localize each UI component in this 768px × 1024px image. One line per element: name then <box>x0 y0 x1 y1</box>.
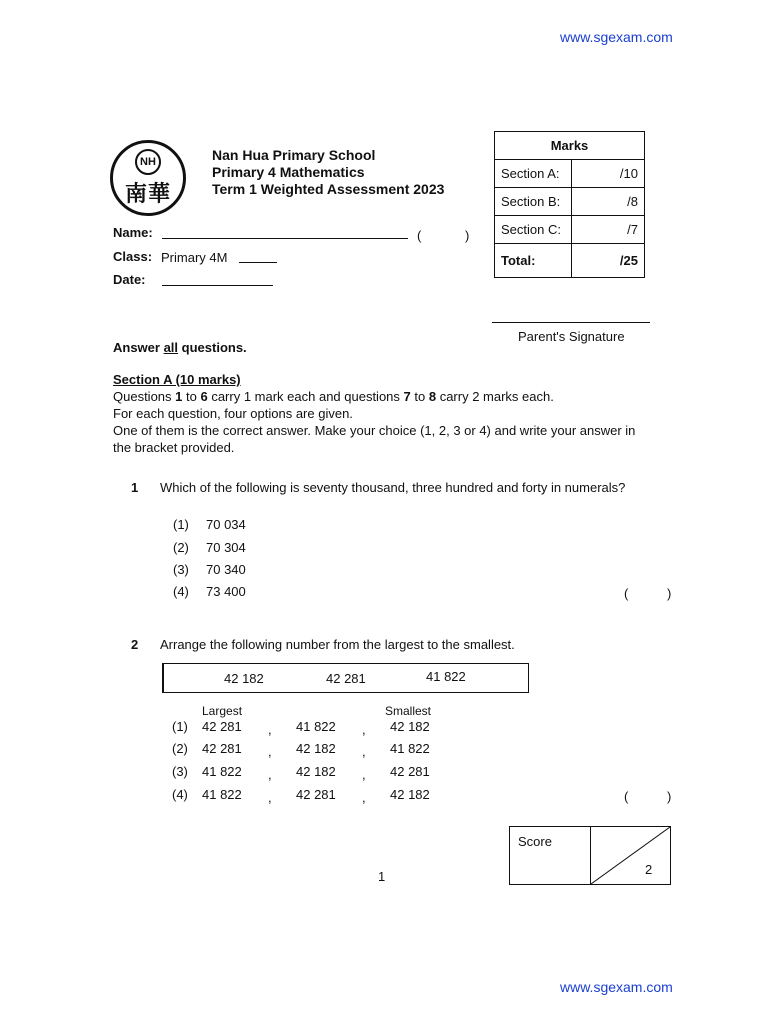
marks-section-c-value: /7 <box>572 216 645 244</box>
school-name: Nan Hua Primary School <box>212 147 376 163</box>
instruction-line-3: One of them is the correct answer. Make your choice (1, 2, 3 or 4) and write your answer in <box>113 423 636 438</box>
answer-prefix: Answer <box>113 340 164 355</box>
q2-option-4-a: 41 822 <box>202 787 242 802</box>
marks-table <box>494 131 645 278</box>
q1-option-3-value: 70 340 <box>206 562 246 577</box>
q2-option-1-b: 41 822 <box>296 719 336 734</box>
marks-section-b-label: Section B: <box>495 188 572 216</box>
q1-number: 1 <box>131 480 139 495</box>
instr-bold: 1 <box>175 389 183 404</box>
class-value: Primary 4M <box>161 250 228 265</box>
marks-total-value: /25 <box>572 244 645 278</box>
q1-option-4-number: (4) <box>173 584 189 599</box>
signature-label: Parent's Signature <box>518 329 625 344</box>
register-number-close: ) <box>465 228 470 243</box>
q2-number-box <box>162 663 529 693</box>
q2-comma: , <box>362 722 366 737</box>
answer-suffix: questions. <box>178 340 247 355</box>
signature-line[interactable] <box>492 322 650 323</box>
q2-option-4-c: 42 182 <box>390 787 430 802</box>
section-a-title: Section A (10 marks) <box>113 372 241 387</box>
q2-option-3-number: (3) <box>172 764 188 779</box>
score-diagonal-icon <box>591 827 670 884</box>
marks-total-label: Total: <box>495 244 572 278</box>
q2-text: Arrange the following number from the largest to the smallest. <box>160 637 515 652</box>
logo-chinese-text: 南華 <box>124 181 171 207</box>
q2-comma: , <box>268 767 272 782</box>
page-number: 1 <box>378 869 386 884</box>
q2-option-1-c: 42 182 <box>390 719 430 734</box>
register-number-open: ( <box>417 228 422 243</box>
q2-number: 2 <box>131 637 139 652</box>
school-logo <box>110 140 186 216</box>
marks-row <box>495 216 645 244</box>
q1-answer-bracket-close: ) <box>667 586 672 601</box>
instr-text: carry 1 mark each and questions <box>207 389 404 404</box>
logo-initials: NH <box>135 149 161 175</box>
q1-option-3-number: (3) <box>173 562 189 577</box>
marks-section-a-label: Section A: <box>495 160 572 188</box>
class-label: Class: <box>113 249 153 264</box>
q2-comma: , <box>268 790 272 805</box>
bottom-website-link[interactable]: www.sgexam.com <box>560 979 673 995</box>
instr-bold: 6 <box>200 389 208 404</box>
q2-option-2-a: 42 281 <box>202 741 242 756</box>
marks-total-row <box>495 244 645 278</box>
q2-option-3-a: 41 822 <box>202 764 242 779</box>
instr-bold: 8 <box>428 389 437 404</box>
q2-comma: , <box>362 767 366 782</box>
instruction-line-2: For each question, four options are given. <box>113 406 353 421</box>
instr-text: carry 2 marks each. <box>436 389 554 404</box>
q2-comma: , <box>362 790 366 805</box>
top-website-link[interactable]: www.sgexam.com <box>560 29 673 45</box>
assessment-title: Term 1 Weighted Assessment 2023 <box>212 181 445 197</box>
q2-box-number-2: 42 281 <box>326 671 366 686</box>
q2-option-2-number: (2) <box>172 741 188 756</box>
q1-option-4-value: 73 400 <box>206 584 246 599</box>
q2-box-number-1: 42 182 <box>224 671 264 686</box>
class-field[interactable] <box>239 262 277 263</box>
score-label: Score <box>518 834 552 849</box>
answer-all-instruction <box>113 340 247 355</box>
q1-option-2-value: 70 304 <box>206 540 246 555</box>
q1-text: Which of the following is seventy thousand, three hundred and forty in numerals? <box>160 480 626 495</box>
answer-all-word: all <box>163 340 179 355</box>
q2-option-2-c: 41 822 <box>390 741 430 756</box>
instr-text: to <box>182 389 201 404</box>
date-label: Date: <box>113 272 146 287</box>
instruction-line-4: the bracket provided. <box>113 440 235 455</box>
q1-option-1-number: (1) <box>173 517 189 532</box>
marks-section-b-value: /8 <box>572 188 645 216</box>
score-max: 2 <box>645 862 653 877</box>
q2-option-1-a: 42 281 <box>202 719 242 734</box>
score-box <box>509 826 671 885</box>
marks-row <box>495 160 645 188</box>
instruction-line-1 <box>113 388 554 405</box>
q2-option-4-number: (4) <box>172 787 188 802</box>
q1-option-1-value: 70 034 <box>206 517 246 532</box>
q2-largest-label: Largest <box>202 704 243 718</box>
marks-row <box>495 188 645 216</box>
instr-text: to <box>410 389 429 404</box>
q1-answer-bracket-open[interactable]: ( <box>624 586 629 601</box>
q2-comma: , <box>268 744 272 759</box>
q2-answer-bracket-close: ) <box>667 789 672 804</box>
q2-option-3-c: 42 281 <box>390 764 430 779</box>
q2-option-2-b: 42 182 <box>296 741 336 756</box>
q2-option-1-number: (1) <box>172 719 188 734</box>
q2-box-number-3: 41 822 <box>426 669 466 684</box>
marks-section-c-label: Section C: <box>495 216 572 244</box>
name-field[interactable] <box>162 238 408 239</box>
marks-title: Marks <box>495 132 645 160</box>
q2-answer-bracket-open[interactable]: ( <box>624 789 629 804</box>
date-field[interactable] <box>162 285 273 286</box>
q2-option-4-b: 42 281 <box>296 787 336 802</box>
instr-text: Questions <box>113 389 176 404</box>
q2-option-3-b: 42 182 <box>296 764 336 779</box>
q2-comma: , <box>268 722 272 737</box>
q2-smallest-label: Smallest <box>385 704 432 718</box>
marks-section-a-value: /10 <box>572 160 645 188</box>
q1-option-2-number: (2) <box>173 540 189 555</box>
name-label: Name: <box>113 225 153 240</box>
q2-comma: , <box>362 744 366 759</box>
instr-bold: 7 <box>403 389 411 404</box>
subject-title: Primary 4 Mathematics <box>212 164 365 180</box>
